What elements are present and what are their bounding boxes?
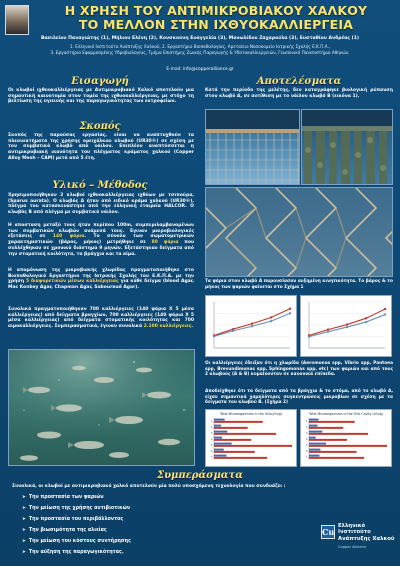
bar (214, 449, 224, 451)
bar (214, 425, 221, 427)
category-label: 7 (210, 455, 213, 459)
data-point (289, 312, 291, 314)
title-line-2: ΤΟ ΜΕΛΛΟΝ ΣΤΗΝ ΙΧΘΥΟΚΑΛΛΙΕΡΓΕΙΑ (78, 17, 354, 32)
series-line (214, 309, 290, 336)
conclusions-title: Συμπεράσματα (157, 470, 243, 481)
bar (309, 457, 364, 459)
copper-institute-logo (321, 517, 396, 561)
bar (214, 455, 226, 457)
gills-bar-chart-svg (206, 410, 296, 466)
bar (309, 425, 318, 427)
goal-text: Σκοπός της παρούσας εργασίας, είναι να αναπτυχθούν τα πλεονεκτήματα της χρήσης ορειχάλκου κλωβού (UR30®) σε σχέση με τον συμβατικό κλωβό από νάιλον. Επιπλέον αναπτύσσεται η αντιμικροβιακή ικανότητα του πλέγματος κράματος χαλκού (Copper Alloy Mesh – CAM) μετά από 5 έτη. (8, 133, 194, 161)
category-label: 1 (210, 419, 213, 423)
bar (309, 445, 387, 447)
bar (309, 437, 316, 439)
category-label: 4 (210, 437, 213, 441)
conclusion-bullet: ➤ Την βιωσιμότητα της αλιείας (22, 528, 107, 533)
header (0, 0, 400, 78)
length-line-chart-svg (301, 296, 391, 356)
chart-title: Total Microorganisms in the Oral Cavity (cfu/g) (309, 412, 383, 416)
data-point (384, 308, 386, 310)
data-point (270, 316, 272, 318)
method-paragraph-4: Συνολικά πραγματοποιήθηκαν 700 καλλιέργειες (140 ψάρια Χ 5 μέσα καλλιέργειας) από δείγματα βραγχίων, 700 καλλιέργειες (140 ψάρια Χ 5 μέσα καλλιέργειας) από δείγματα στοματικής κοιλότητας και 700 αιμοκαλλιέργειες. Συμπερασματικά, έγιναν συνολικά 2.100 καλλιέργειες. (8, 307, 194, 330)
affiliation-line-1: 1. Ελληνικό Ινστιτούτο Ανάπτυξης Χαλκού, 2. Εργαστήριο Βιοπαθολογίας, Αρεταίειο Νοσοκομείο Ιατρικής Σχολής Ε.Κ.Π.Α., (69, 44, 331, 49)
data-point (289, 307, 291, 309)
bar (309, 449, 320, 451)
data-point (251, 325, 253, 327)
oral-bar-chart-svg (301, 410, 391, 466)
logo-line-1: Ελληνικό Ινστιτούτο (338, 523, 371, 536)
category-label: 5 (305, 443, 308, 447)
underwater-fish-photo (8, 349, 195, 466)
bar (309, 451, 357, 453)
bar (309, 431, 322, 433)
results-paragraph-4: Αποδείχθηκε ότι τα δείγματα από τα βράγχια & το στόμα, από το κλωβό Α, είχαν σημαντικά χαμηλότερες συγκεντρώσεις μικροβίων σε σχέση με τα δείγματα του κλωβού Β. (Σχήμα 2) (205, 389, 393, 406)
weight-line-chart-svg (206, 296, 296, 356)
bar (309, 433, 368, 435)
bar (214, 427, 248, 429)
bar (214, 451, 255, 453)
data-point (308, 336, 310, 338)
conclusion-bullet: ➤ Την μείωση της χρήσης αντιβιοτικών (22, 506, 130, 511)
results-paragraph-3: Οι καλλιέργειες έδειξαν ότι η χλωρίδα (Aeromonas spp, Vibrio spp, Pantoea spp, Brevundimonas spp, Sphingomonas spp, etc) των ψαριών και από τους 2 κλωβούς (Α & Β) κυμαίνονταν σε κανονικά επίπεδα. (205, 361, 393, 378)
data-point (327, 330, 329, 332)
author-photo (5, 5, 29, 35)
results-paragraph-1: Κατά την περίοδο της μελέτης, δεν καταγράφηκε βιολογική ρύπανση στον κλωβό Α, σε αντίθεση με το νάιλον κλωβό Β (εικόνα 1). (205, 88, 393, 99)
category-label: 7 (305, 455, 308, 459)
category-label: 6 (305, 449, 308, 453)
category-label: 3 (305, 431, 308, 435)
bar (309, 439, 347, 441)
bar (309, 419, 319, 421)
conclusion-bullet: ➤ Την προστασία του περιβάλλοντος (22, 517, 123, 522)
logo-line-2: Ανάπτυξης Χαλκού (338, 535, 395, 542)
poster-title (36, 4, 396, 32)
length-line-chart (300, 295, 392, 357)
category-label: 6 (210, 449, 213, 453)
weight-line-chart (205, 295, 297, 357)
data-point (346, 323, 348, 325)
logo-name (338, 523, 398, 542)
goal-title: Σκοπός (79, 121, 121, 132)
category-label: 3 (210, 431, 213, 435)
bar (309, 443, 326, 445)
conclusion-bullet: ➤ Την αύξηση της παραγωγικότητας. (22, 550, 124, 555)
logo-subtitle: Copper Alliance (338, 545, 367, 549)
bar (214, 421, 263, 423)
method-paragraph-2: Η αποσταση μεταξύ τους ήταν περίπου 100m, συμπεριλαμβανομένων των συμβατικών κλωβών ανάμεσά τους. Έγιναν μικροβιολογικές εξετάσεις σε 140 ψάρια. Το σύνολο των σωματομετρικών χαρακτηριστικών (βάρος, μήκος) μετρήθηκε σε 80 ψάρια που συλλέχθηκαν σε χρονικό διάστημα 9 μηνών. Εξετάστηκαν δείγματα από την στοματική κοιλότητα, τα βράγχια και τα αίμα. (8, 223, 194, 257)
category-label: 1 (305, 419, 308, 423)
email: E-mail: info@copperalliance.gr (166, 67, 234, 72)
data-point (270, 320, 272, 322)
bar (214, 437, 222, 439)
method-paragraph-3: Η απομόνωση της μικροβιακής χλωρίδας πραγματοποιήθηκε στο Βιοπαθολογικό Εργαστήριο της Ιατρικής Σχολής του Ε.Κ.Π.Α. με την χρήση 5 διαφορετικών μέσων καλλιέργειας για κάθε δείγμα (blood Agar, Mac Konkey Agar, Chapman Agar, Sabouraud Agar). (8, 268, 194, 291)
bar (214, 443, 232, 445)
category-label: 5 (210, 443, 213, 447)
cage-photo-nylon (301, 109, 393, 185)
conclusion-bullet: ➤ Την μείωση του κόστους συντήρησης (22, 539, 131, 544)
data-point (232, 330, 234, 332)
category-label: 2 (210, 425, 213, 429)
bar (214, 439, 251, 441)
authors: Βασιλείου Παναγιώτης (1), Μήλιου Ελένη (2), Κονσκούνη Ευαγγελία (3), Μανωλίδου Ζαχαρούλα (3), Ευσταθίου Ανδρέας (1) (40, 36, 360, 41)
data-point (365, 317, 367, 319)
category-label: 4 (305, 437, 308, 441)
conclusions-text: Συνολικά, οι κλωβοί με αντιμικροβιακό χαλκό αποτελούν μία πολύ υποσχόμενη τεχνολογία που συνδυάζει : (12, 484, 286, 489)
conclusion-bullet: ➤ Την προστασία των ψαριών (22, 495, 104, 500)
intro-title: Εισαγωγή (71, 76, 129, 87)
data-point (213, 335, 215, 337)
data-point (384, 313, 386, 315)
title-line-1: Η ΧΡΗΣΗ ΤΟΥ ΑΝΤΙΜΙΚΡΟΒΙΑΚΟΥ ΧΑΛΚΟΥ (64, 3, 368, 18)
data-point (365, 321, 367, 323)
bar (214, 445, 292, 447)
affiliations (4, 44, 396, 55)
bar (214, 433, 276, 435)
affiliation-line-2: 3. Εργαστήριο Εφαρμοσμένης Υδροβιολογίας, Τμήμα Επιστήμης Ζωικής Παραγωγής & Υδατοκαλλιεργειών, Γεωπονικό Πανεπιστήμιο Αθηνών. (50, 49, 350, 55)
results-paragraph-2: Τα ψάρια στον κλωβό Α παρουσίασαν αυξημένη κινητικότητα. Το βάρος & το μήκος των ψαριών φαίνεται στο Σχήμα 1 (205, 279, 393, 290)
data-point (327, 328, 329, 330)
bar (214, 457, 267, 459)
bar (309, 421, 355, 423)
cu-logo-icon: Cu (322, 527, 335, 537)
method-title: Υλικό – Μέθοδος (52, 180, 148, 191)
category-label: 2 (305, 425, 308, 429)
data-point (251, 323, 253, 325)
bar (309, 427, 343, 429)
results-title: Αποτελέσματα (256, 76, 342, 87)
chart-title: Total Microorganisms in the Gills(cfu/g) (220, 412, 282, 416)
intro-text: Οι κλωβοί ιχθυοκαλλιέργειας με Αντιμικροβιακό Χαλκό αποτελούν μια σημαντική καινοτομία στον τομέα της ιχθυοκαλλιέργειας, με στόχο τη βελτίωση της υγιεινής και της παραγωγικότητας των εκτροφείων. (8, 88, 194, 105)
bar (309, 455, 319, 457)
oral-bar-chart (300, 409, 392, 467)
bar (214, 431, 227, 433)
bar (214, 419, 225, 421)
series-line (309, 309, 385, 335)
copper-mesh-closeup (205, 187, 393, 277)
cage-photo-copper (205, 109, 300, 185)
gills-bar-chart (205, 409, 297, 467)
data-point (346, 326, 348, 328)
method-paragraph-1: Χρησιμοποιήθηκαν 2 κλωβοί ιχθυοκαλλιέργειας ιχθύων με τσιπούρα, (Sparus aurata). Ο κλωβός Α ήταν από ειδικό κράμα χαλκού (UR30®), πλέγμα του κατασκευάστηκε από την ελληνική εταιρεία HALCOR. Ο κλωβός Β από πλέγμα με συμβατικό νάιλον. (8, 193, 194, 216)
